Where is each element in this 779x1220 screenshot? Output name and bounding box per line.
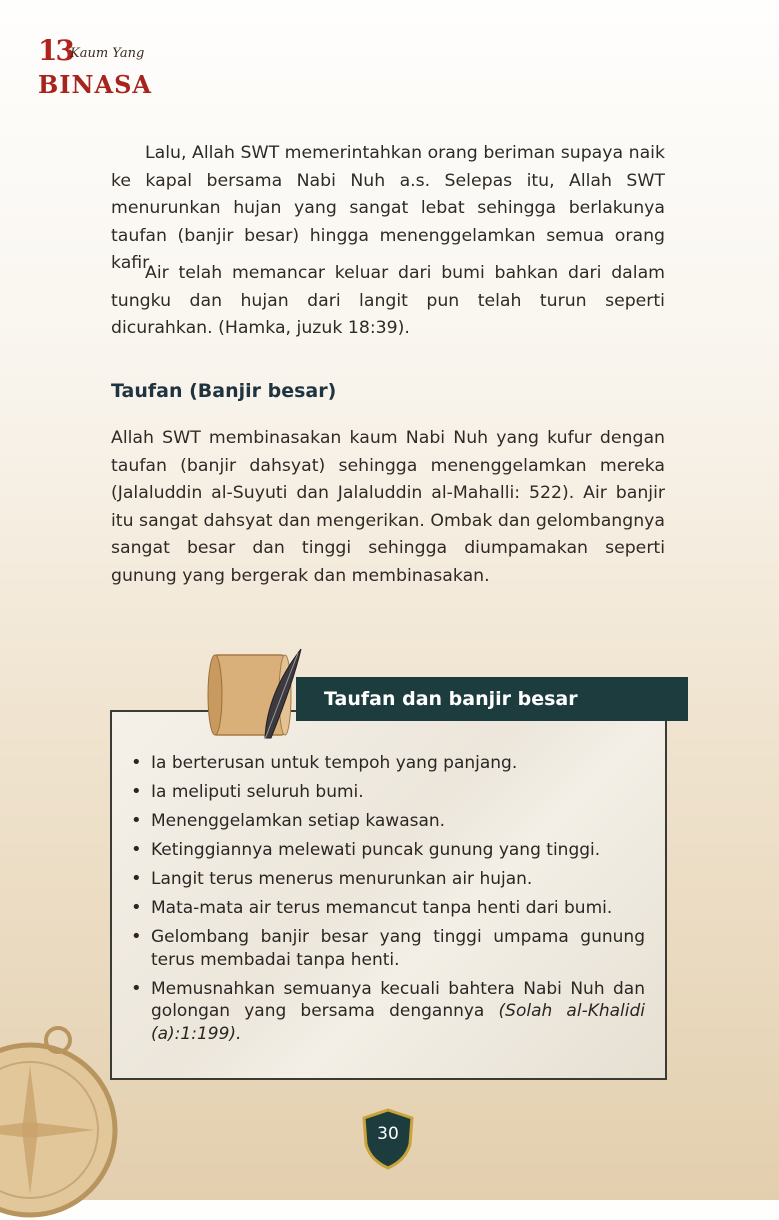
- logo-subtitle: Kaum Yang: [70, 46, 145, 61]
- list-item: [131, 978, 645, 1046]
- section-heading: Taufan (Banjir besar): [111, 380, 337, 402]
- list-item-text: Memusnahkan semuanya kecuali bahtera Nabi Nuh dan golongan yang bersama dengannya: [151, 978, 645, 1021]
- book-logo: [38, 34, 158, 104]
- list-item: • Ia berterusan untuk tempoh yang panjang.: [131, 752, 645, 775]
- list-item: • Ia meliputi seluruh bumi.: [131, 781, 645, 804]
- list-item: • Gelombang banjir besar yang tinggi umpama gunung terus membadai tanpa henti.: [131, 926, 645, 971]
- page-number: 30: [377, 1124, 399, 1144]
- compass-icon: [0, 1020, 130, 1220]
- citation: (Solah al-Khalidi (a):1:199).: [151, 1001, 646, 1044]
- scroll-quill-icon: [205, 643, 315, 743]
- paragraph-1: Lalu, Allah SWT memerintahkan orang beriman supaya naik ke kapal bersama Nabi Nuh a.s. Selepas itu, Allah SWT menurunkan hujan yang sangat lebat sehingga berlakunya taufan (banjir besar) hingga menenggelamkan semua orang kafir.: [111, 143, 665, 273]
- list-item: • Ketinggiannya melewati puncak gunung yang tinggi.: [131, 839, 645, 862]
- info-box-title: Taufan dan banjir besar: [296, 677, 688, 721]
- list-item: • Langit terus menerus menurunkan air hujan.: [131, 868, 645, 891]
- logo-number: 13: [38, 34, 73, 67]
- paragraph-2: Air telah memancar keluar dari bumi bahkan dari dalam tungku dan hujan dari langit pun telah turun seperti dicurahkan. (Hamka, juzuk 18:39).: [111, 263, 665, 338]
- paragraph-3: Allah SWT membinasakan kaum Nabi Nuh yang kufur dengan taufan (banjir dahsyat) sehingga menenggelamkan mereka (Jalaluddin al-Suyuti dan Jalaluddin al-Mahalli: 522). Air banjir itu sangat dahsyat dan mengerikan. Ombak dan gelombangnya sangat besar dan tinggi sehingga diumpamakan seperti gunung yang bergerak dan membinasakan.: [111, 428, 665, 586]
- bullet-list: [131, 752, 645, 1052]
- list-item: • Menenggelamkan setiap kawasan.: [131, 810, 645, 833]
- logo-title: BINASA: [38, 70, 153, 99]
- list-item: • Mata-mata air terus memancut tanpa henti dari bumi.: [131, 897, 645, 920]
